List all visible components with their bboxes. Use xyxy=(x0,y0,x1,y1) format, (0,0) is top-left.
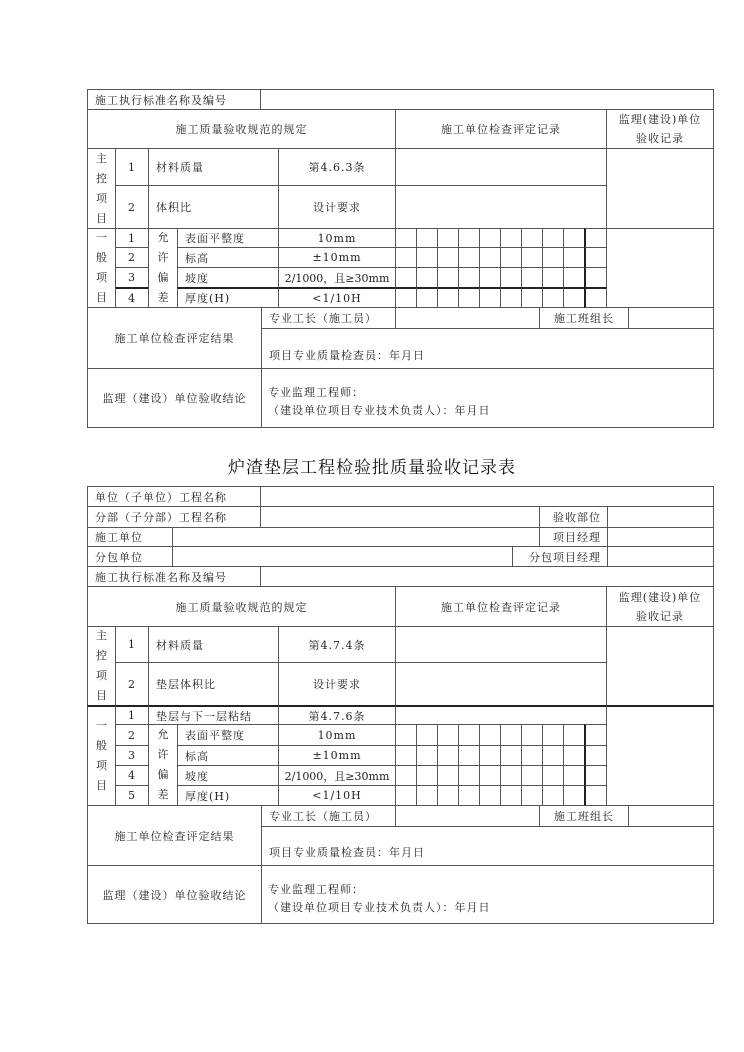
team-leader-label: 施工班组长 xyxy=(539,307,629,329)
check-grid-cell xyxy=(500,228,522,248)
general-item-name: 表面平整度 xyxy=(177,228,279,248)
check-grid-cell xyxy=(542,745,564,766)
check-grid-cell xyxy=(437,785,459,806)
check-grid-cell xyxy=(437,228,459,248)
check-grid-cell xyxy=(584,287,607,308)
main-control-category-text: 主控项目 xyxy=(96,151,107,225)
check-grid-cell xyxy=(395,228,417,248)
check-grid-cell xyxy=(458,745,480,766)
general-item-no: 2 xyxy=(115,247,149,268)
general-item-spec: 第4.7.6条 xyxy=(278,705,396,725)
general-item-record-cell xyxy=(395,705,607,725)
general-item-spec: ±10mm xyxy=(278,745,396,766)
tolerance-label-text: 允许偏差 xyxy=(157,231,169,304)
check-grid-cell xyxy=(542,267,564,288)
main-item-name: 材料质量 xyxy=(148,626,279,663)
general-category xyxy=(87,228,116,308)
check-grid-cell xyxy=(500,287,522,308)
general-item-no: 5 xyxy=(115,785,149,806)
main-supervision-cell xyxy=(606,148,714,229)
main-supervision-cell xyxy=(606,626,714,706)
check-grid-cell xyxy=(563,765,585,786)
acceptance-part-value-cell xyxy=(607,506,714,528)
check-grid-cell xyxy=(563,785,585,806)
check-grid-cell xyxy=(458,267,480,288)
header-supervision-line2: 验收记录 xyxy=(636,609,684,623)
main-item-spec: 设计要求 xyxy=(278,662,396,706)
check-grid-cell xyxy=(521,745,543,766)
unit-project-label: 单位（子单位）工程名称 xyxy=(87,486,261,507)
project-manager-value-cell xyxy=(607,527,714,547)
general-item-no: 1 xyxy=(115,705,149,725)
general-item-name: 标高 xyxy=(177,745,279,766)
supervision-conclusion-cell xyxy=(261,368,714,428)
check-grid-cell xyxy=(584,745,607,766)
header-record: 施工单位检查评定记录 xyxy=(395,109,607,149)
check-grid-cell xyxy=(521,228,543,248)
general-category-text: 一般项目 xyxy=(96,231,107,304)
sub-project-manager-value-cell xyxy=(607,546,714,567)
tolerance-label-text: 允许偏差 xyxy=(157,728,169,801)
check-grid-cell xyxy=(542,287,564,308)
main-item-record-cell xyxy=(395,662,607,706)
header-spec: 施工质量验收规范的规定 xyxy=(87,586,396,627)
general-item-spec: 10mm xyxy=(278,228,396,248)
check-grid-cell xyxy=(584,228,607,248)
check-grid-cell xyxy=(584,247,607,268)
check-grid-cell xyxy=(542,724,564,746)
check-grid-cell xyxy=(563,745,585,766)
check-grid-cell xyxy=(563,247,585,268)
check-grid-cell xyxy=(500,785,522,806)
check-grid-cell xyxy=(416,785,438,806)
general-item-spec: <1/10H xyxy=(278,785,396,806)
general-item-no: 4 xyxy=(115,287,149,308)
check-grid-cell xyxy=(479,267,501,288)
header-supervision-line1: 监理(建设)单位 xyxy=(618,113,702,126)
standard-label: 施工执行标准名称及编号 xyxy=(87,566,261,587)
check-grid-cell xyxy=(479,785,501,806)
check-grid-cell xyxy=(416,724,438,746)
main-control-category xyxy=(87,148,116,229)
check-grid-cell xyxy=(584,267,607,288)
general-item-name: 厚度(H) xyxy=(177,287,279,308)
general-item-spec: 10mm xyxy=(278,724,396,746)
check-grid-cell xyxy=(500,247,522,268)
check-grid-cell xyxy=(500,267,522,288)
form-title: 炉渣垫层工程检验批质量验收记录表 xyxy=(228,458,516,478)
check-grid-cell xyxy=(521,267,543,288)
general-item-name: 厚度(H) xyxy=(177,785,279,806)
check-grid-cell xyxy=(437,745,459,766)
general-item-name: 坡度 xyxy=(177,267,279,288)
foreman-value-cell xyxy=(395,307,540,329)
check-grid-cell xyxy=(395,745,417,766)
supervision-engineer-line: 专业监理工程师： xyxy=(268,882,364,896)
main-item-spec: 第4.6.3条 xyxy=(278,148,396,186)
team-leader-value-cell xyxy=(628,805,714,827)
check-grid-cell xyxy=(458,765,480,786)
main-item-no: 2 xyxy=(115,185,149,229)
main-item-no: 1 xyxy=(115,148,149,186)
general-item-name: 表面平整度 xyxy=(177,724,279,746)
check-grid-cell xyxy=(395,247,417,268)
supervision-conclusion-label: 监理（建设）单位验收结论 xyxy=(87,368,262,428)
check-grid-cell xyxy=(521,247,543,268)
header-supervision xyxy=(606,109,714,149)
general-supervision-cell xyxy=(606,705,714,806)
main-item-spec: 第4.7.4条 xyxy=(278,626,396,663)
check-grid-cell xyxy=(479,724,501,746)
check-grid-cell xyxy=(584,724,607,746)
tolerance-label xyxy=(148,724,178,806)
header-supervision-line1: 监理(建设)单位 xyxy=(618,590,702,604)
main-control-category xyxy=(87,626,116,706)
check-grid-cell xyxy=(437,267,459,288)
check-grid-cell xyxy=(437,724,459,746)
team-leader-value-cell xyxy=(628,307,714,329)
header-record: 施工单位检查评定记录 xyxy=(395,586,607,627)
subcontractor-value-cell xyxy=(172,546,513,567)
check-grid-cell xyxy=(563,267,585,288)
contractor-value-cell xyxy=(172,527,540,547)
check-grid-cell xyxy=(458,228,480,248)
general-supervision-cell xyxy=(606,228,714,308)
check-grid-cell xyxy=(542,247,564,268)
sub-project-manager-label: 分包项目经理 xyxy=(512,546,608,567)
check-grid-cell xyxy=(416,247,438,268)
general-item-spec: <1/10H xyxy=(278,287,396,308)
main-item-no: 2 xyxy=(115,662,149,706)
check-grid-cell xyxy=(521,724,543,746)
check-grid-cell xyxy=(521,785,543,806)
check-grid-cell xyxy=(500,724,522,746)
header-supervision-line2: 验收记录 xyxy=(636,132,684,145)
standard-label: 施工执行标准名称及编号 xyxy=(87,89,261,110)
contractor-result-label: 施工单位检查评定结果 xyxy=(87,805,262,866)
check-grid-cell xyxy=(437,247,459,268)
check-grid-cell xyxy=(521,287,543,308)
project-manager-label: 项目经理 xyxy=(539,527,608,547)
main-item-no: 1 xyxy=(115,626,149,663)
sub-project-value-cell xyxy=(260,506,540,528)
main-item-name: 体积比 xyxy=(148,185,279,229)
check-grid-cell xyxy=(563,287,585,308)
supervision-conclusion-cell xyxy=(261,865,714,924)
general-item-name: 坡度 xyxy=(177,765,279,786)
check-grid-cell xyxy=(542,228,564,248)
check-grid-cell xyxy=(500,765,522,786)
acceptance-part-label: 验收部位 xyxy=(539,506,608,528)
check-grid-cell xyxy=(479,247,501,268)
check-grid-cell xyxy=(395,267,417,288)
general-item-spec: 2/1000，且≥30mm xyxy=(278,765,396,786)
header-supervision xyxy=(606,586,714,627)
general-category-text: 一般项目 xyxy=(96,719,107,792)
check-grid-cell xyxy=(521,765,543,786)
main-item-spec: 设计要求 xyxy=(278,185,396,229)
check-grid-cell xyxy=(416,287,438,308)
check-grid-cell xyxy=(458,287,480,308)
main-item-name: 材料质量 xyxy=(148,148,279,186)
main-control-category-text: 主控项目 xyxy=(96,629,107,702)
check-grid-cell xyxy=(437,287,459,308)
general-item-spec: 2/1000，且≥30mm xyxy=(278,267,396,288)
check-grid-cell xyxy=(584,765,607,786)
check-grid-cell xyxy=(479,745,501,766)
general-category xyxy=(87,705,116,806)
quality-inspector-signoff: 项目专业质量检查员：年月日 xyxy=(261,826,714,866)
check-grid-cell xyxy=(416,745,438,766)
general-item-no: 2 xyxy=(115,724,149,746)
general-item-no: 4 xyxy=(115,765,149,786)
subcontractor-label: 分包单位 xyxy=(87,546,173,567)
general-item-no: 1 xyxy=(115,228,149,248)
check-grid-cell xyxy=(395,287,417,308)
foreman-label: 专业工长（施工员） xyxy=(261,307,396,329)
check-grid-cell xyxy=(416,765,438,786)
sub-project-label: 分部（子分部）工程名称 xyxy=(87,506,261,528)
main-item-name: 垫层体积比 xyxy=(148,662,279,706)
general-item-spec: ±10mm xyxy=(278,247,396,268)
check-grid-cell xyxy=(563,228,585,248)
check-grid-cell xyxy=(458,785,480,806)
check-grid-cell xyxy=(542,765,564,786)
check-grid-cell xyxy=(416,267,438,288)
check-grid-cell xyxy=(395,785,417,806)
check-grid-cell xyxy=(542,785,564,806)
foreman-value-cell xyxy=(395,805,540,827)
team-leader-label: 施工班组长 xyxy=(539,805,629,827)
tolerance-label xyxy=(148,228,178,308)
check-grid-cell xyxy=(479,765,501,786)
general-item-name: 标高 xyxy=(177,247,279,268)
contractor-label: 施工单位 xyxy=(87,527,173,547)
standard-value-cell xyxy=(260,566,714,587)
check-grid-cell xyxy=(563,724,585,746)
check-grid-cell xyxy=(500,745,522,766)
check-grid-cell xyxy=(395,724,417,746)
standard-value-cell xyxy=(260,89,714,110)
contractor-result-label: 施工单位检查评定结果 xyxy=(87,307,262,369)
check-grid-cell xyxy=(416,228,438,248)
general-item-no: 3 xyxy=(115,267,149,288)
check-grid-cell xyxy=(479,287,501,308)
supervision-engineer-line: 专业监理工程师： xyxy=(268,386,364,399)
check-grid-cell xyxy=(395,765,417,786)
general-item-no: 3 xyxy=(115,745,149,766)
check-grid-cell xyxy=(479,228,501,248)
check-grid-cell xyxy=(458,247,480,268)
header-spec: 施工质量验收规范的规定 xyxy=(87,109,396,149)
check-grid-cell xyxy=(437,765,459,786)
owner-representative-line: （建设单位项目专业技术负责人）：年月日 xyxy=(268,404,491,417)
owner-representative-line: （建设单位项目专业技术负责人）：年月日 xyxy=(268,900,491,914)
quality-inspector-signoff: 项目专业质量检查员：年月日 xyxy=(261,328,714,369)
foreman-label: 专业工长（施工员） xyxy=(261,805,396,827)
main-item-record-cell xyxy=(395,148,607,186)
check-grid-cell xyxy=(458,724,480,746)
main-item-record-cell xyxy=(395,626,607,663)
unit-project-value-cell xyxy=(260,486,714,507)
general-item-name: 垫层与下一层粘结 xyxy=(148,705,279,725)
supervision-conclusion-label: 监理（建设）单位验收结论 xyxy=(87,865,262,924)
check-grid-cell xyxy=(584,785,607,806)
main-item-record-cell xyxy=(395,185,607,229)
